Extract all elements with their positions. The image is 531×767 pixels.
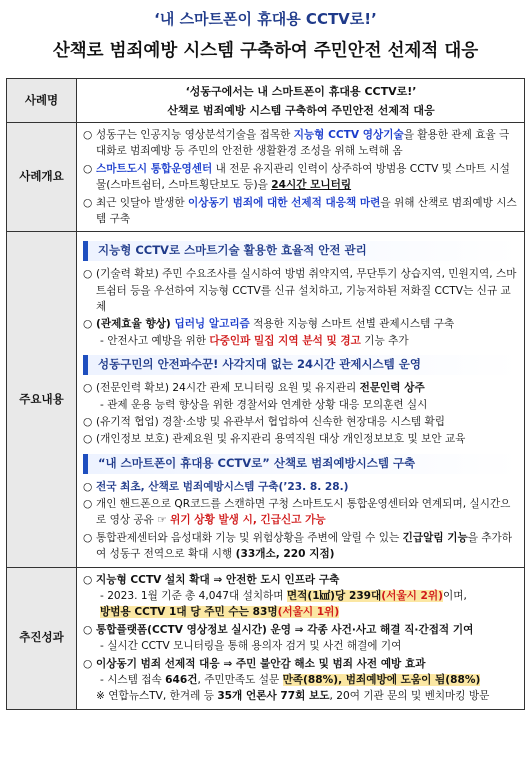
main-item-2-1: ○ (전문인력 확보) 24시간 관제 모니터링 요원 및 유지관리 전문인력 상주 - 관제 운용 능력 향상을 위한 경찰서와 연계한 상황 대응 모의훈련 실시 bbox=[83, 380, 519, 413]
overview-row bbox=[7, 123, 525, 232]
circle-bullet-icon: ○ bbox=[83, 657, 93, 670]
main-content-row bbox=[7, 232, 525, 567]
case-name-label: 사례명 bbox=[7, 79, 77, 123]
circle-bullet-icon: ○ bbox=[83, 480, 93, 493]
overview-item-1: ○ 성동구는 인공지능 영상분석기술을 접목한 지능형 CCTV 영상기술을 활용한 관제 효율 극대화로 범죄예방 등 주민의 안전한 생활환경 조성을 위해 노력해 옴 bbox=[83, 127, 519, 160]
page-title: 산책로 범죄예방 시스템 구축하여 주민안전 선제적 대응 bbox=[52, 41, 479, 61]
result-item-2: ○ 통합플랫폼(CCTV 영상정보 실시간) 운영 ⇒ 각종 사건·사고 해결 직·간접적 기여 - 실시간 CCTV 모니터링을 통해 용의자 검거 및 사건 해결에 기여 bbox=[83, 622, 519, 655]
main-item-2-2: ○ (유기적 협업) 경찰·소방 및 유관부서 협업하여 신속한 현장대응 시스템 확립 bbox=[83, 414, 519, 430]
circle-bullet-icon: ○ bbox=[83, 318, 93, 331]
circle-bullet-icon: ○ bbox=[83, 531, 93, 544]
main-item-3-1: ○ 전국 최초, 산책로 범죄예방시스템 구축(’23. 8. 28.) bbox=[83, 479, 519, 495]
circle-bullet-icon: ○ bbox=[83, 196, 93, 209]
results-label: 추진성과 bbox=[7, 567, 77, 709]
page-subtitle: ‘내 스마트폰이 휴대용 CCTV로!’ bbox=[154, 10, 377, 28]
circle-bullet-icon: ○ bbox=[83, 268, 93, 281]
circle-bullet-icon: ○ bbox=[83, 433, 93, 446]
circle-bullet-icon: ○ bbox=[83, 623, 93, 636]
main-item-1-1: ○ (기술력 확보) 주민 수요조사를 실시하여 방범 취약지역, 무단투기 상습지역, 민원지역, 스마트쉼터 등을 우선하여 지능형 CCTV를 신규 설치하고, 기능저하된 저화질 CCTV는 신규 교체 bbox=[83, 266, 519, 315]
main-item-3-3: ○ 통합관제센터와 음성대화 기능 및 위험상황을 주변에 알릴 수 있는 긴급알림 기능을 추가하여 성동구 전역으로 확대 시행 (33개소, 220 지점) bbox=[83, 530, 519, 563]
overview-item-3: ○ 최근 잇달아 발생한 이상동기 범죄에 대한 선제적 대응책 마련을 위해 산책로 범죄예방 시스템 구축 bbox=[83, 195, 519, 228]
section-heading-1: 지능형 CCTV로 스마트기술 활용한 효율적 안전 관리 bbox=[83, 241, 519, 261]
title-area bbox=[0, 0, 531, 86]
section-heading-3: “내 스마트폰이 휴대용 CCTV로” 산책로 범죄예방시스템 구축 bbox=[83, 454, 519, 474]
overview-label: 사례개요 bbox=[7, 123, 77, 232]
circle-bullet-icon: ○ bbox=[83, 162, 93, 175]
case-name-line2: 산책로 범죄예방 시스템 구축하여 주민안전 선제적 대응 bbox=[167, 103, 435, 117]
result-item-1: ○ 지능형 CCTV 설치 확대 ⇒ 안전한 도시 인프라 구축 - 2023. 1월 기준 총 4,047대 설치하며 면적(1㎢)당 239대(서울시 2위)이며, 방범용 CCTV 1대 당 주민 수는 83명(서울시 1위) bbox=[83, 572, 519, 621]
main-item-1-2: ○ (관제효율 향상) 딥러닝 알고리즘 적용한 지능형 스마트 선별 관제시스템 구축 - 안전사고 예방을 위한 다중인파 밀집 지역 분석 및 경고 기능 추가 bbox=[83, 316, 519, 349]
circle-bullet-icon: ○ bbox=[83, 129, 93, 141]
case-table bbox=[6, 78, 525, 710]
circle-bullet-icon: ○ bbox=[83, 497, 93, 510]
circle-bullet-icon: ○ bbox=[83, 573, 93, 586]
main-content-label: 주요내용 bbox=[7, 232, 77, 567]
overview-cell bbox=[77, 123, 525, 232]
case-name-row bbox=[7, 79, 525, 123]
circle-bullet-icon: ○ bbox=[83, 415, 93, 428]
main-item-2-3: ○ (개인정보 보호) 관제요원 및 유지관리 용역직원 대상 개인정보보호 및 보안 교육 bbox=[83, 431, 519, 447]
overview-item-2: ○ 스마트도시 통합운영센터 내 전문 유지관리 인력이 상주하여 방범용 CCTV 및 스마트 시설물(스마트쉼터, 스마트횡단보도 등)을 24시간 모니터링 bbox=[83, 161, 519, 194]
case-name-cell bbox=[77, 79, 525, 123]
section-heading-2: 성동구민의 안전파수꾼! 사각지대 없는 24시간 관제시스템 운영 bbox=[83, 355, 519, 375]
results-row bbox=[7, 567, 525, 709]
main-item-3-2: ○ 개인 핸드폰으로 QR코드를 스캔하면 구청 스마트도시 통합운영센터와 연계되며, 실시간으로 영상 공유 ☞ 위기 상황 발생 시, 긴급신고 가능 bbox=[83, 496, 519, 529]
circle-bullet-icon: ○ bbox=[83, 382, 93, 395]
case-name-line1: ‘성동구에서는 내 스마트폰이 휴대용 CCTV로!’ bbox=[185, 85, 417, 98]
results-cell bbox=[77, 567, 525, 709]
main-content-cell bbox=[77, 232, 525, 567]
result-item-3: ○ 이상동기 범죄 선제적 대응 ⇒ 주민 불안감 해소 및 범죄 사전 예방 효과 - 시스템 접속 646건, 주민만족도 설문 만족(88%), 범죄예방에 도움이 됨(88%) ※ 연합뉴스TV, 한겨레 등 35개 언론사 77회 보도, 20여 기관 문의 및 벤치마킹 방문 bbox=[83, 656, 519, 705]
